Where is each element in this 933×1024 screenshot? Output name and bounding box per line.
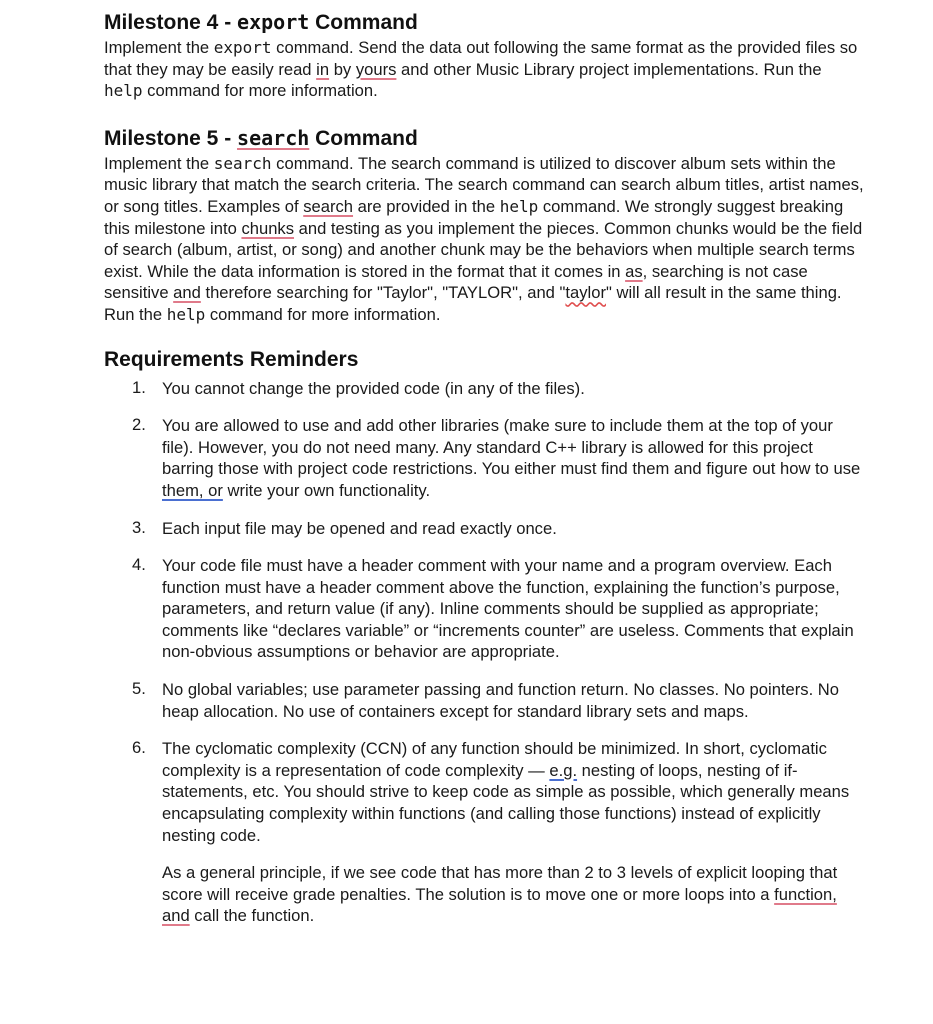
heading-code-search: search	[237, 125, 310, 150]
list-number: 1.	[132, 377, 146, 397]
list-item-text-continued: As a general principle, if we see code that has more than 2 to 3 levels of explicit looping that score will receive grade penalties. The solution is to move one or more loops into a function, and call the function.	[162, 863, 838, 926]
list-item-text: You are allowed to use and add other libraries (make sure to include them at the top of your file). However, you do not need many. Any standard C++ library is allowed for this project barring those with project code restrictions. You either must find them and figure out how to use them, or write your own functionality.	[162, 416, 861, 500]
requirements-section	[104, 346, 864, 927]
grammar-flag-in: in	[316, 59, 330, 79]
grammar-flag-search: search	[303, 196, 354, 216]
milestone-5-heading: Milestone 5 - search Command	[104, 125, 418, 150]
list-item-text: You cannot change the provided code (in any of the files).	[162, 378, 585, 398]
requirements-list	[104, 378, 864, 927]
milestone-5-body: Implement the search command. The search command is utilized to discover album sets within the music library that match the search criteria. The search command can search album titles, artist names, or song titles. Examples of search are provided in the help command. We strongly suggest breaking this milestone into chunks and testing as you implement the pieces. Common chunks would be the field of search (album, artist, or song) and another chunk may be the behaviors when multiple search terms exist. While the data information is stored in the format that it comes in as, searching is not case sensitive and therefore searching for "Taylor", "TAYLOR", and "taylor" will all result in the same thing. Run the help command for more information.	[104, 153, 864, 324]
grammar-flag-chunks: chunks	[241, 218, 295, 238]
list-item-text: Your code file must have a header comment with your name and a program overview. Each function must have a header comment above the function, explaining the function’s purpose, parameters, and return value (if any). Inline comments should be supplied as appropriate; comments like “declares variable” or “increments counter” are useless. Comments that explain non-obvious assumptions or behavior are appropriate.	[162, 556, 854, 662]
spelling-flag-taylor: taylor	[565, 283, 606, 303]
grammar-flag-eg: e.g.	[549, 760, 578, 780]
list-item	[104, 679, 864, 722]
inline-code-help: help	[166, 304, 206, 324]
document-page	[104, 8, 864, 943]
list-number: 4.	[132, 555, 146, 575]
list-number: 6.	[132, 738, 146, 758]
requirements-heading: Requirements Reminders	[104, 347, 359, 371]
list-number: 5.	[132, 679, 146, 699]
heading-code-export: export	[237, 10, 310, 34]
list-item-text: Each input file may be opened and read exactly once.	[162, 518, 557, 538]
list-item	[104, 555, 864, 663]
inline-code-help: help	[499, 196, 539, 216]
milestone-4-body: Implement the export command. Send the data out following the same format as the provided files so that they may be easily read in by yours and other Music Library project implementations. Run the help command for more information.	[104, 38, 858, 101]
milestone-5-section	[104, 124, 864, 326]
grammar-flag-yours: yours	[355, 59, 397, 79]
list-item	[104, 738, 864, 927]
grammar-flag-them-or: them, or	[162, 480, 223, 500]
list-item	[104, 378, 864, 400]
milestone-4-heading: Milestone 4 - export Command	[104, 10, 418, 34]
list-item-text: The cyclomatic complexity (CCN) of any function should be minimized. In short, cyclomatic complexity is a representation of code complexity — e.g. nesting of loops, nesting of if-statements, etc. You should strive to keep code as simple as possible, which generally means encapsulating complexity within functions (and calling those functions) instead of explicitly nesting code.	[162, 739, 850, 845]
list-item	[104, 415, 864, 501]
inline-code-search: search	[213, 153, 272, 173]
list-item	[104, 518, 864, 540]
list-number: 2.	[132, 415, 146, 435]
list-item-text: No global variables; use parameter passing and function return. No classes. No pointers. No heap allocation. No use of containers except for standard library sets and maps.	[162, 680, 840, 721]
grammar-flag-and: and	[173, 283, 201, 303]
milestone-4-section	[104, 8, 864, 102]
grammar-flag-as: as	[625, 261, 643, 281]
inline-code-export: export	[213, 38, 272, 57]
grammar-flag-function-and: function, and	[162, 884, 837, 926]
list-number: 3.	[132, 517, 146, 537]
inline-code-help: help	[104, 81, 143, 101]
